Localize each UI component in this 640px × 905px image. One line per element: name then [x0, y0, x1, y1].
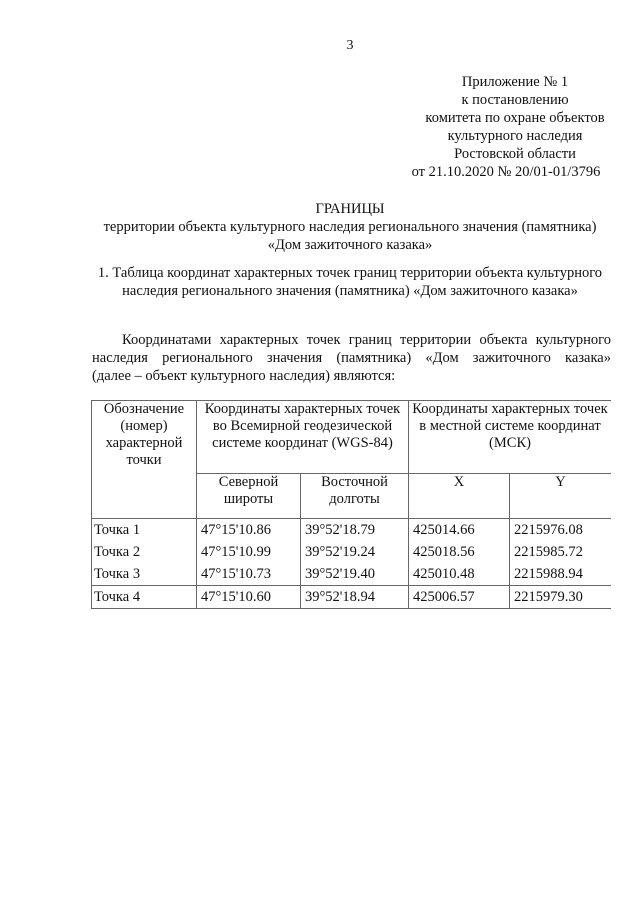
cell-point: Точка 2: [92, 541, 197, 563]
cell-x: 425010.48: [409, 563, 510, 586]
cell-point: Точка 3: [92, 563, 197, 586]
cell-longitude: 39°52'19.24: [301, 541, 409, 563]
header-longitude: Восточной долготы: [301, 474, 409, 519]
section-heading: 1. Таблица координат характерных точек границ территории объекта культурного наследия регионального значения (памятника) «Дом зажиточного казака»: [97, 265, 603, 299]
header-x: X: [409, 474, 510, 519]
cell-y: 2215985.72: [510, 541, 612, 563]
intro-line: (далее – объект культурного наследия) являются:: [92, 368, 396, 384]
cell-longitude: 39°52'18.79: [301, 519, 409, 542]
header-msk: Координаты характерных точек в местной системе координат (МСК): [409, 401, 612, 474]
coordinates-table: [91, 400, 611, 609]
appendix-line: к постановлению: [461, 92, 569, 108]
cell-latitude: 47°15'10.86: [197, 519, 301, 542]
title-heading: ГРАНИЦЫ: [315, 201, 385, 217]
header-y: Y: [510, 474, 612, 519]
cell-latitude: 47°15'10.99: [197, 541, 301, 563]
appendix-line: от 21.10.2020 № 20/01-01/3796: [411, 164, 601, 180]
cell-y: 2215976.08: [510, 519, 612, 542]
appendix-block: [380, 73, 640, 181]
cell-x: 425014.66: [409, 519, 510, 542]
header-wgs: Координаты характерных точек во Всемирной геодезической системе координат (WGS-84): [197, 401, 409, 474]
cell-y: 2215979.30: [510, 586, 612, 609]
cell-longitude: 39°52'18.94: [301, 586, 409, 609]
table-row: [92, 541, 612, 563]
intro-line: Координатами характерных точек границ территории объекта культурного: [122, 332, 611, 348]
appendix-line: Ростовской области: [454, 146, 576, 162]
page-number: 3: [346, 38, 354, 53]
header-point: Обозначение (номер) характерной точки: [92, 401, 197, 519]
intro-paragraph: [92, 331, 611, 385]
appendix-line: Приложение № 1: [461, 74, 569, 90]
cell-point: Точка 4: [92, 586, 197, 609]
header-latitude: Северной широты: [197, 474, 301, 519]
document-title: [0, 200, 640, 254]
table-header-row: [92, 401, 612, 474]
cell-y: 2215988.94: [510, 563, 612, 586]
cell-x: 425006.57: [409, 586, 510, 609]
appendix-line: культурного наследия: [447, 128, 583, 144]
cell-latitude: 47°15'10.73: [197, 563, 301, 586]
cell-longitude: 39°52'19.40: [301, 563, 409, 586]
table-row: [92, 586, 612, 609]
table-row: [92, 519, 612, 542]
appendix-line: комитета по охране объектов: [425, 110, 605, 126]
cell-latitude: 47°15'10.60: [197, 586, 301, 609]
title-subtitle: территории объекта культурного наследия регионального значения (памятника): [103, 219, 597, 235]
cell-point: Точка 1: [92, 519, 197, 542]
table-row: [92, 563, 612, 586]
title-object-name: «Дом зажиточного казака»: [267, 237, 433, 253]
cell-x: 425018.56: [409, 541, 510, 563]
intro-line: наследия регионального значения (памятника) «Дом зажиточного казака»: [92, 350, 611, 366]
